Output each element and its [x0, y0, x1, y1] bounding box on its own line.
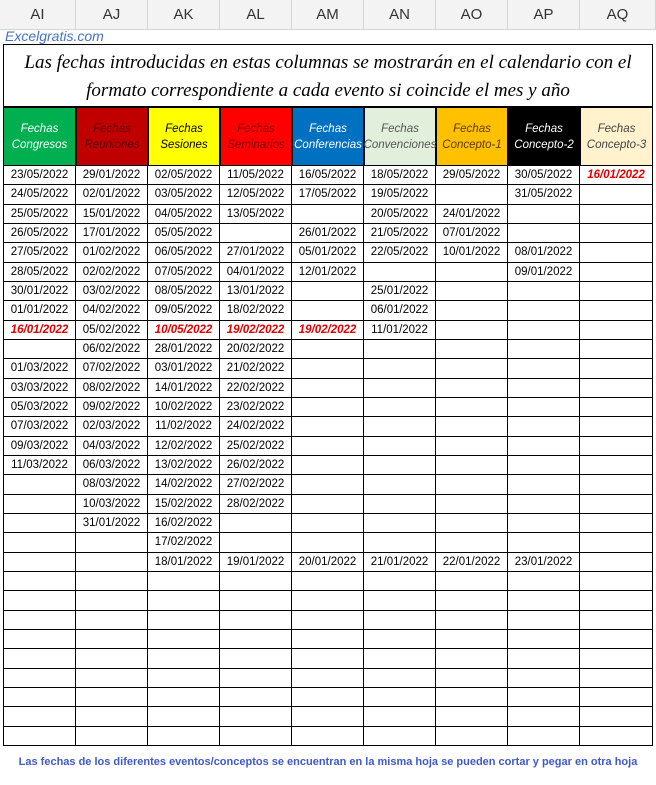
cell[interactable] [292, 514, 364, 533]
cell[interactable] [436, 649, 508, 668]
cell[interactable]: 16/05/2022 [292, 166, 364, 185]
cell[interactable] [292, 379, 364, 398]
cell[interactable]: 20/01/2022 [292, 553, 364, 572]
cell[interactable] [76, 611, 148, 630]
cell[interactable] [364, 456, 436, 475]
cell[interactable] [3, 630, 76, 649]
cell[interactable] [508, 495, 580, 514]
cell[interactable]: 08/02/2022 [76, 379, 148, 398]
cell[interactable] [580, 611, 653, 630]
cell[interactable]: 04/05/2022 [148, 205, 220, 224]
cell[interactable]: 19/02/2022 [292, 321, 364, 340]
cell[interactable] [148, 669, 220, 688]
cell[interactable] [76, 707, 148, 726]
cell[interactable]: 24/05/2022 [3, 185, 76, 204]
cell[interactable] [436, 707, 508, 726]
cell[interactable] [580, 495, 653, 514]
cell[interactable]: 17/02/2022 [148, 533, 220, 552]
cell[interactable] [364, 649, 436, 668]
column-letter-aq[interactable]: AQ [580, 0, 656, 29]
cell[interactable]: 15/01/2022 [76, 205, 148, 224]
cell[interactable] [3, 514, 76, 533]
cell[interactable]: 06/05/2022 [148, 243, 220, 262]
cell[interactable] [580, 379, 653, 398]
cell[interactable] [436, 727, 508, 746]
cell[interactable] [292, 282, 364, 301]
cell[interactable] [436, 688, 508, 707]
column-letter-ao[interactable]: AO [436, 0, 508, 29]
cell[interactable] [3, 611, 76, 630]
cell[interactable] [580, 727, 653, 746]
cell[interactable]: 10/03/2022 [76, 495, 148, 514]
cell[interactable]: 05/03/2022 [3, 398, 76, 417]
cell[interactable] [580, 417, 653, 436]
cell[interactable] [76, 572, 148, 591]
cell[interactable] [292, 611, 364, 630]
cell[interactable]: 13/05/2022 [220, 205, 292, 224]
cell[interactable] [148, 727, 220, 746]
title-line-2: formato correspondiente a cada evento si coincide el mes y año [86, 80, 570, 101]
cell[interactable]: 18/05/2022 [364, 166, 436, 185]
cell[interactable]: 24/02/2022 [220, 417, 292, 436]
cell[interactable] [220, 727, 292, 746]
cell[interactable] [148, 611, 220, 630]
cell[interactable]: 10/02/2022 [148, 398, 220, 417]
cell[interactable]: 25/02/2022 [220, 437, 292, 456]
cell[interactable] [436, 572, 508, 591]
cell[interactable] [436, 340, 508, 359]
header-fechas-concepto-3: Fechas Concepto-3 [580, 107, 653, 166]
cell[interactable]: 19/05/2022 [364, 185, 436, 204]
cell[interactable] [580, 669, 653, 688]
cell[interactable] [292, 688, 364, 707]
cell[interactable] [292, 437, 364, 456]
cell[interactable] [364, 379, 436, 398]
cell[interactable] [220, 669, 292, 688]
cell[interactable] [220, 630, 292, 649]
cell[interactable] [364, 340, 436, 359]
cell[interactable]: 14/02/2022 [148, 475, 220, 494]
cell[interactable] [148, 649, 220, 668]
cell[interactable] [508, 398, 580, 417]
cell[interactable]: 02/01/2022 [76, 185, 148, 204]
cell[interactable] [580, 456, 653, 475]
cell[interactable] [580, 263, 653, 282]
cell[interactable] [3, 475, 76, 494]
cell[interactable] [364, 669, 436, 688]
header-fechas-concepto-2: Fechas Concepto-2 [508, 107, 580, 166]
cell[interactable] [76, 553, 148, 572]
cell[interactable] [364, 398, 436, 417]
header-fechas-convenciones: Fechas Convenciones [364, 107, 436, 166]
cell[interactable] [292, 669, 364, 688]
cell[interactable] [508, 379, 580, 398]
cell[interactable] [364, 688, 436, 707]
cell[interactable] [76, 727, 148, 746]
cell[interactable] [364, 591, 436, 610]
cell[interactable]: 03/01/2022 [148, 359, 220, 378]
cell[interactable]: 01/01/2022 [3, 301, 76, 320]
cell[interactable]: 31/01/2022 [76, 514, 148, 533]
cell[interactable] [508, 533, 580, 552]
cell[interactable] [580, 591, 653, 610]
cell[interactable]: 11/01/2022 [364, 321, 436, 340]
title-line-1: Las fechas introducidas en estas columnas se mostrarán en el calendario con el [24, 52, 632, 73]
cell[interactable] [580, 301, 653, 320]
cell[interactable] [580, 359, 653, 378]
cell[interactable] [580, 340, 653, 359]
cell[interactable]: 02/02/2022 [76, 263, 148, 282]
header-fechas-seminarios: Fechas Seminarios [220, 107, 292, 166]
column-letter-ai[interactable]: AI [0, 0, 76, 29]
cell[interactable]: 08/01/2022 [508, 243, 580, 262]
cell[interactable] [148, 707, 220, 726]
cell[interactable]: 20/05/2022 [364, 205, 436, 224]
cell[interactable] [436, 533, 508, 552]
cell[interactable]: 06/01/2022 [364, 301, 436, 320]
cell[interactable]: 07/05/2022 [148, 263, 220, 282]
cell[interactable] [220, 572, 292, 591]
cell[interactable] [436, 263, 508, 282]
cell[interactable] [508, 649, 580, 668]
cell[interactable]: 21/01/2022 [364, 553, 436, 572]
cell[interactable]: 22/05/2022 [364, 243, 436, 262]
cell[interactable] [364, 437, 436, 456]
cell[interactable] [508, 282, 580, 301]
cell[interactable]: 25/01/2022 [364, 282, 436, 301]
cell[interactable] [436, 475, 508, 494]
header-fechas-concepto-1: Fechas Concepto-1 [436, 107, 508, 166]
cell[interactable]: 17/01/2022 [76, 224, 148, 243]
cell[interactable]: 12/02/2022 [148, 437, 220, 456]
cell[interactable] [580, 630, 653, 649]
cell[interactable]: 13/01/2022 [220, 282, 292, 301]
cell[interactable]: 03/05/2022 [148, 185, 220, 204]
cell[interactable] [580, 553, 653, 572]
cell[interactable]: 06/03/2022 [76, 456, 148, 475]
cell[interactable] [436, 185, 508, 204]
cell[interactable]: 19/02/2022 [220, 321, 292, 340]
cell[interactable]: 11/03/2022 [3, 456, 76, 475]
cell[interactable] [220, 649, 292, 668]
cell[interactable]: 22/01/2022 [436, 553, 508, 572]
cell[interactable]: 28/05/2022 [3, 263, 76, 282]
cell[interactable] [508, 572, 580, 591]
cell[interactable] [220, 591, 292, 610]
cell[interactable] [148, 630, 220, 649]
cell[interactable] [436, 669, 508, 688]
cell[interactable]: 01/02/2022 [76, 243, 148, 262]
cell[interactable] [508, 688, 580, 707]
cell[interactable] [220, 224, 292, 243]
cell[interactable]: 06/02/2022 [76, 340, 148, 359]
cell[interactable] [292, 649, 364, 668]
cell[interactable] [580, 475, 653, 494]
cell[interactable] [148, 688, 220, 707]
cell[interactable] [580, 437, 653, 456]
brand-link[interactable]: Excelgratis.com [5, 28, 104, 44]
cell[interactable] [76, 649, 148, 668]
cell[interactable] [580, 282, 653, 301]
cell[interactable] [508, 591, 580, 610]
cell[interactable]: 07/02/2022 [76, 359, 148, 378]
cell[interactable] [436, 417, 508, 436]
cell[interactable] [292, 340, 364, 359]
cell[interactable] [436, 359, 508, 378]
cell[interactable] [436, 630, 508, 649]
cell[interactable] [580, 205, 653, 224]
cell[interactable] [364, 359, 436, 378]
cell[interactable] [364, 514, 436, 533]
cell[interactable] [3, 533, 76, 552]
cell[interactable] [508, 475, 580, 494]
cell[interactable] [508, 727, 580, 746]
cell[interactable] [292, 456, 364, 475]
footer-note: Las fechas de los diferentes eventos/conceptos se encuentran en la misma hoja se pueden cortar y pegar en otra hoja [18, 756, 638, 768]
cell[interactable] [580, 707, 653, 726]
cell[interactable] [3, 553, 76, 572]
cell[interactable]: 30/05/2022 [508, 166, 580, 185]
cell[interactable] [220, 533, 292, 552]
column-letter-ap[interactable]: AP [508, 0, 580, 29]
cell[interactable] [76, 630, 148, 649]
cell[interactable] [580, 321, 653, 340]
cell[interactable]: 25/05/2022 [3, 205, 76, 224]
cell[interactable] [220, 707, 292, 726]
cell[interactable] [436, 591, 508, 610]
cell[interactable] [3, 669, 76, 688]
cell[interactable]: 26/02/2022 [220, 456, 292, 475]
cell[interactable]: 28/01/2022 [148, 340, 220, 359]
cell[interactable] [508, 321, 580, 340]
cell[interactable] [508, 456, 580, 475]
cell[interactable]: 24/01/2022 [436, 205, 508, 224]
cell[interactable]: 01/03/2022 [3, 359, 76, 378]
cell[interactable] [580, 533, 653, 552]
cell[interactable] [580, 649, 653, 668]
cell[interactable]: 29/01/2022 [76, 166, 148, 185]
cell[interactable]: 27/02/2022 [220, 475, 292, 494]
cell[interactable] [76, 533, 148, 552]
cell[interactable]: 02/03/2022 [76, 417, 148, 436]
cell[interactable] [292, 205, 364, 224]
cell[interactable]: 07/01/2022 [436, 224, 508, 243]
cell[interactable] [292, 707, 364, 726]
cell[interactable]: 07/03/2022 [3, 417, 76, 436]
cell[interactable] [364, 263, 436, 282]
cell[interactable] [436, 495, 508, 514]
column-letter-aj[interactable]: AJ [76, 0, 148, 29]
cell[interactable]: 05/05/2022 [148, 224, 220, 243]
cell[interactable] [292, 475, 364, 494]
cell[interactable] [292, 572, 364, 591]
cell[interactable] [364, 495, 436, 514]
cell[interactable]: 23/05/2022 [3, 166, 76, 185]
cell[interactable]: 09/03/2022 [3, 437, 76, 456]
cell[interactable] [508, 301, 580, 320]
cell[interactable] [508, 630, 580, 649]
cell[interactable]: 16/01/2022 [3, 321, 76, 340]
cell[interactable]: 30/01/2022 [3, 282, 76, 301]
header-fechas-sesiones: Fechas Sesiones [148, 107, 220, 166]
column-letter-al[interactable]: AL [220, 0, 292, 29]
cell[interactable] [364, 611, 436, 630]
cell[interactable]: 14/01/2022 [148, 379, 220, 398]
cell[interactable]: 15/02/2022 [148, 495, 220, 514]
cell[interactable] [3, 495, 76, 514]
cell[interactable]: 27/05/2022 [3, 243, 76, 262]
cell[interactable]: 10/05/2022 [148, 321, 220, 340]
cell[interactable] [292, 398, 364, 417]
cell[interactable] [508, 340, 580, 359]
cell[interactable]: 16/01/2022 [580, 166, 653, 185]
cell[interactable] [3, 688, 76, 707]
cell[interactable]: 23/02/2022 [220, 398, 292, 417]
header-fechas-reuniones: Fechas Reuniones [76, 107, 148, 166]
cell[interactable]: 12/05/2022 [220, 185, 292, 204]
cell[interactable] [580, 224, 653, 243]
cell[interactable]: 05/01/2022 [292, 243, 364, 262]
cell[interactable]: 04/01/2022 [220, 263, 292, 282]
cell[interactable] [580, 243, 653, 262]
cell[interactable]: 10/01/2022 [436, 243, 508, 262]
cell[interactable]: 27/01/2022 [220, 243, 292, 262]
cell[interactable] [292, 630, 364, 649]
cell[interactable] [580, 688, 653, 707]
cell[interactable] [436, 321, 508, 340]
column-letter-ak[interactable]: AK [148, 0, 220, 29]
cell[interactable] [508, 417, 580, 436]
cell[interactable]: 18/01/2022 [148, 553, 220, 572]
header-fechas-conferencias: Fechas Conferencias [292, 107, 364, 166]
cell[interactable]: 19/01/2022 [220, 553, 292, 572]
cell[interactable]: 08/03/2022 [76, 475, 148, 494]
cell[interactable] [436, 282, 508, 301]
cell[interactable]: 08/05/2022 [148, 282, 220, 301]
cell[interactable]: 31/05/2022 [508, 185, 580, 204]
cell[interactable] [292, 727, 364, 746]
cell[interactable]: 12/01/2022 [292, 263, 364, 282]
cell[interactable] [436, 514, 508, 533]
cell[interactable] [508, 707, 580, 726]
cell[interactable] [3, 649, 76, 668]
cell[interactable] [508, 514, 580, 533]
cell[interactable] [364, 707, 436, 726]
cell[interactable] [364, 727, 436, 746]
cell[interactable] [76, 688, 148, 707]
cell[interactable] [508, 669, 580, 688]
column-header-bar [0, 0, 656, 30]
cell[interactable]: 09/02/2022 [76, 398, 148, 417]
cell[interactable] [3, 340, 76, 359]
cell[interactable]: 26/05/2022 [3, 224, 76, 243]
cell[interactable] [220, 688, 292, 707]
cell[interactable] [508, 437, 580, 456]
cell[interactable] [436, 301, 508, 320]
cell[interactable]: 26/01/2022 [292, 224, 364, 243]
cell[interactable]: 11/02/2022 [148, 417, 220, 436]
cell[interactable] [436, 398, 508, 417]
cell[interactable]: 21/05/2022 [364, 224, 436, 243]
cell[interactable]: 09/01/2022 [508, 263, 580, 282]
cell[interactable]: 05/02/2022 [76, 321, 148, 340]
cell[interactable] [3, 727, 76, 746]
cell[interactable] [292, 495, 364, 514]
cell[interactable]: 03/02/2022 [76, 282, 148, 301]
cell[interactable] [508, 205, 580, 224]
cell[interactable] [76, 669, 148, 688]
cell[interactable] [220, 514, 292, 533]
cell[interactable]: 28/02/2022 [220, 495, 292, 514]
cell[interactable] [508, 359, 580, 378]
cell[interactable] [292, 359, 364, 378]
cell[interactable] [508, 224, 580, 243]
cell[interactable]: 16/02/2022 [148, 514, 220, 533]
cell[interactable] [436, 437, 508, 456]
cell[interactable] [292, 301, 364, 320]
cell[interactable] [3, 707, 76, 726]
cell[interactable] [292, 591, 364, 610]
cell[interactable] [364, 475, 436, 494]
cell[interactable] [148, 591, 220, 610]
cell[interactable] [436, 456, 508, 475]
cell[interactable]: 22/02/2022 [220, 379, 292, 398]
cell[interactable] [580, 185, 653, 204]
cell[interactable]: 13/02/2022 [148, 456, 220, 475]
cell[interactable] [580, 398, 653, 417]
cell[interactable] [3, 591, 76, 610]
column-letter-an[interactable]: AN [364, 0, 436, 29]
cell[interactable]: 17/05/2022 [292, 185, 364, 204]
cell[interactable]: 02/05/2022 [148, 166, 220, 185]
cell[interactable] [364, 417, 436, 436]
cell[interactable]: 23/01/2022 [508, 553, 580, 572]
cell[interactable]: 29/05/2022 [436, 166, 508, 185]
cell[interactable] [364, 572, 436, 591]
column-letter-am[interactable]: AM [292, 0, 364, 29]
cell[interactable]: 20/02/2022 [220, 340, 292, 359]
cell[interactable] [292, 417, 364, 436]
header-fechas-congresos: Fechas Congresos [3, 107, 76, 166]
cell[interactable] [364, 533, 436, 552]
cell[interactable]: 21/02/2022 [220, 359, 292, 378]
cell[interactable]: 11/05/2022 [220, 166, 292, 185]
cell[interactable]: 04/03/2022 [76, 437, 148, 456]
cell[interactable] [148, 572, 220, 591]
cell[interactable]: 04/02/2022 [76, 301, 148, 320]
cell[interactable] [580, 514, 653, 533]
cell[interactable] [436, 611, 508, 630]
cell[interactable]: 18/02/2022 [220, 301, 292, 320]
cell[interactable]: 09/05/2022 [148, 301, 220, 320]
cell[interactable] [436, 379, 508, 398]
instruction-title [3, 44, 653, 107]
cell[interactable] [508, 611, 580, 630]
cell[interactable]: 03/03/2022 [3, 379, 76, 398]
cell[interactable] [3, 572, 76, 591]
cell[interactable] [220, 611, 292, 630]
cell[interactable] [364, 630, 436, 649]
cell[interactable] [76, 591, 148, 610]
cell[interactable] [292, 533, 364, 552]
cell[interactable] [580, 572, 653, 591]
